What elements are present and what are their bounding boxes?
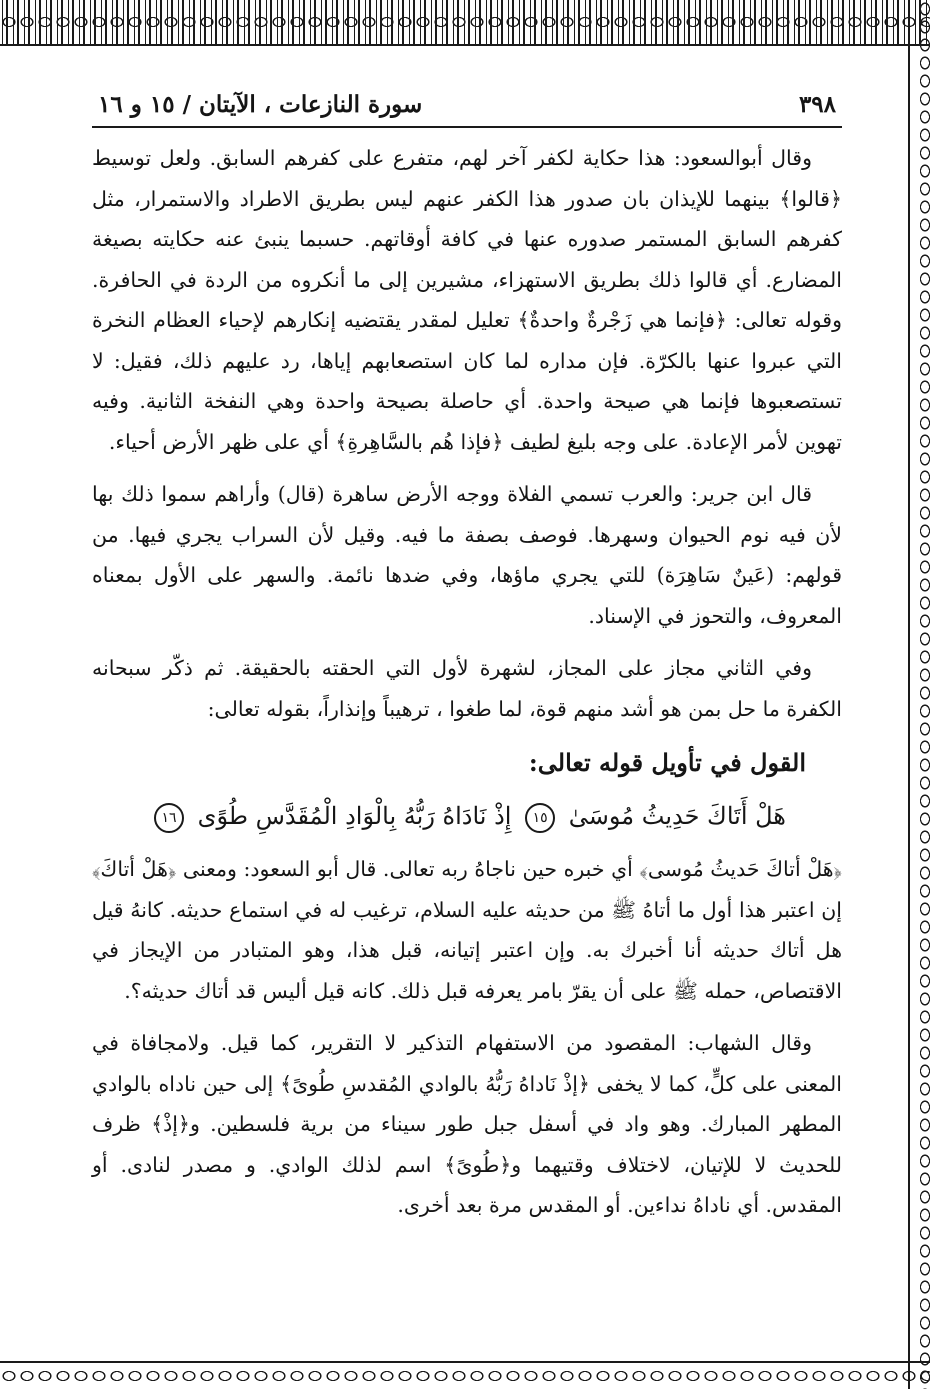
quran-verse [92, 791, 842, 841]
decorative-border-bottom [0, 1361, 930, 1389]
surah-title: سورة النازعات ، الآيتان / ١٥ و ١٦ [98, 91, 423, 118]
decorative-border-top [0, 0, 930, 46]
page-header [92, 74, 842, 128]
book-page [92, 74, 842, 1324]
paragraph-abu-al-saud: وقال أبوالسعود: هذا حكاية لكفر آخر لهم، متفرع على كفرهم السابق. ولعل توسيط ﴿قالوا﴾ بينهما للإيذان بان صدور هذا الكفر عنهم ليس بطريق الاطراد والاستمرار، مثل كفرهم السابق المستمر صدوره عنها في كافة أوقاتهم. حسبما ينبئ عنه حكايته بصيغة المضارع. أي قالوا ذلك بطريق الاستهزاء، مشيرين إلى ما أنكروه من الردة في الحافرة. وقوله تعالى: ﴿فإنما هي زَجْرةٌ واحدةٌ﴾ تعليل لمقدر يقتضيه إنكارهم لإحياء العظام النخرة التي عبروا عنها بالكرّة. فإن مداره لما كان استصعابهم إياها، رد عليهم ذلك، فقيل: لا تستصعبوها فإنما هي صيحة واحدة. أي حاصلة بصيحة واحدة وهي النفخة الثانية. وفيه تهوين لأمر الإعادة. على وجه بليغ لطيف ﴿فإذا هُم بالسَّاهِرةِ﴾ أي على ظهر الأرض أحياء. [92, 146, 842, 454]
ayah-16-text: إِذْ نَادَاهُ رَبُّهُ بِالْوَادِ الْمُقَدَّسِ طُوًى [197, 802, 512, 830]
ayah-15-text: هَلْ أَتَاكَ حَدِيثُ مُوسَىٰ [568, 802, 786, 830]
page-number: ٣٩٨ [798, 91, 836, 118]
ayah-15-number: ١٥ [525, 803, 555, 833]
ayah-16-number: ١٦ [154, 803, 184, 833]
paragraph-hal-ataka: ﴿هَلْ أتاكَ حَديثُ مُوسى﴾ أي خبره حين ناجاهُ ربه تعالى. قال أبو السعود: ومعنى ﴿هَلْ أتاكَ﴾ إن اعتبر هذا أول ما أتاهُ ﷺ من حديثه عليه السلام، ترغيب له في استماع حديثه. كانهُ قيل هل أتاك حديثه أنا أخبرك به. وإن اعتبر إتيانه، قبل هذا، وهو المتبادر من الإيجاز في الاقتصاص، حمله ﷺ على أن يقرّ بامر يعرفه قبل ذلك. كانه قيل أليس قد أتاك حديثه؟. [92, 857, 842, 1003]
paragraph-al-shihab: وقال الشهاب: المقصود من الاستفهام التذكير لا التقرير، كما قيل. ولامجافاة في المعنى على كلٍّ، كما لا يخفى ﴿إذْ نَاداهُ رَبُّهُ بالوادي المُقدسِ طُوىً﴾ إلى حين ناداه بالوادي المطهر المبارك. وهو واد في أسفل جبل طور سيناء من برية فلسطين. و﴿إذْ﴾ ظرف للحديث لا للإتيان، لاختلاف وقتيهما و﴿طُوىً﴾ اسم لذلك الوادي. و مصدر لنادى. أو المقدس. أي ناداهُ نداءين. أو المقدس مرة بعد أخرى. [92, 1031, 842, 1217]
paragraph-majaz: وفي الثاني مجاز على المجاز، لشهرة لأول التي الحقته بالحقيقة. ثم ذكّر سبحانه الكفرة ما حل بمن هو أشد منهم قوة، لما طغوا ، ترهيباً وإنذاراً، بقوله تعالى: [92, 656, 842, 721]
page-body [92, 128, 842, 1226]
decorative-border-right [908, 0, 940, 1389]
paragraph-ibn-jarir: قال ابن جرير: والعرب تسمي الفلاة ووجه الأرض ساهرة (قال) وأراهم سموا ذلك بها لأن فيه نوم الحيوان وسهرها. فوصف بصفة ما فيه. وقيل لأن السراب يجري فيها. من قولهم: (عَينٌ سَاهِرَة) للتي يجري ماؤها، وفي ضدها نائمة. والسهر على الأول بمعناه المعروف، والتحوز في الإسناد. [92, 482, 842, 628]
section-heading: القول في تأويل قوله تعالى: [528, 748, 806, 777]
